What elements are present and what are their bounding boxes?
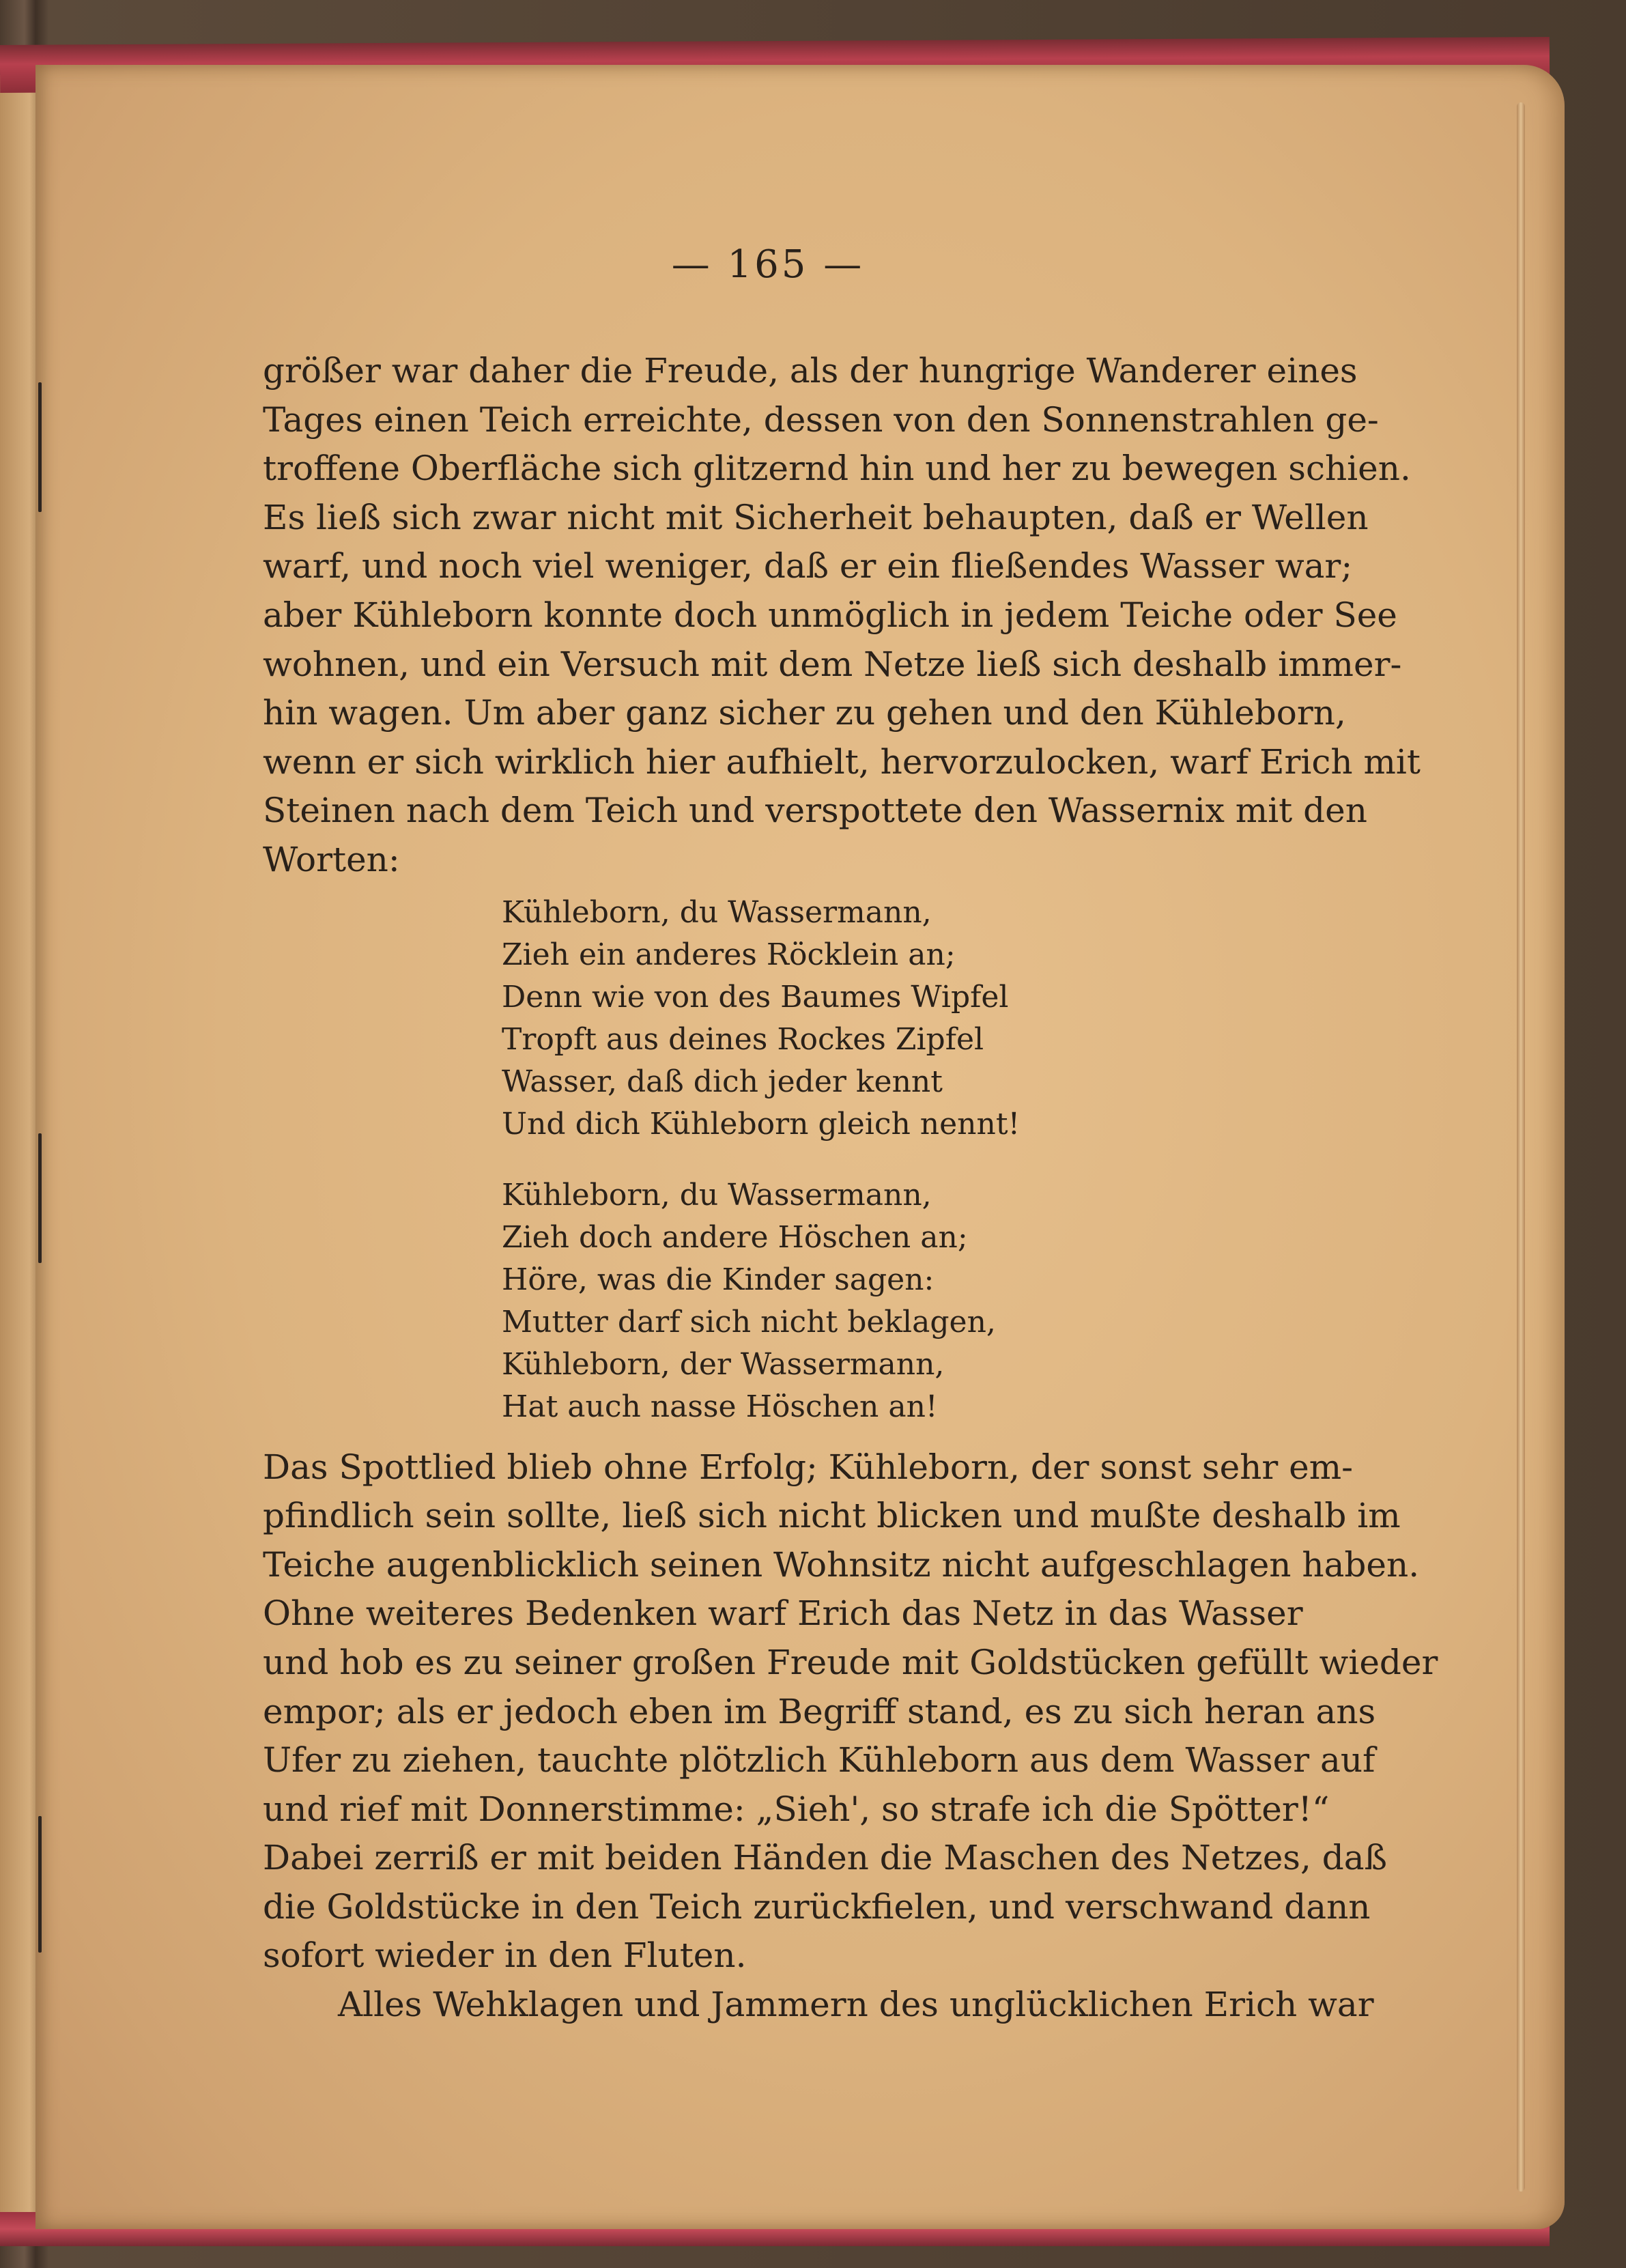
verse-line: Zieh doch andere Höschen an; — [502, 1219, 968, 1255]
text-line: Es ließ sich zwar nicht mit Sicherheit behaupten, daß er Wellen — [263, 497, 1369, 537]
binding-stitch — [38, 382, 42, 512]
text-line: Steinen nach dem Teich und verspottete den Wassernix mit den — [263, 791, 1367, 831]
poem — [502, 892, 1273, 1428]
poem-stanza-2 — [502, 1174, 1273, 1428]
text-line: Ohne weiteres Bedenken warf Erich das Netz in das Wasser — [263, 1593, 1303, 1634]
verse-line: Hat auch nasse Höschen an! — [502, 1389, 938, 1424]
verse-line: Höre, was die Kinder sagen: — [502, 1262, 935, 1297]
text-line: wenn er sich wirklich hier aufhielt, hervorzulocken, warf Erich mit — [263, 741, 1421, 782]
verse-line: Kühleborn, der Wassermann, — [502, 1346, 945, 1382]
paragraph-3 — [263, 1981, 1374, 2030]
text-line: aber Kühleborn konnte doch unmöglich in jedem Teiche oder See — [263, 595, 1397, 635]
verse-line: Zieh ein anderes Röcklein an; — [502, 937, 956, 972]
verse-line: Kühleborn, du Wassermann, — [502, 1177, 932, 1213]
page-content — [263, 242, 1438, 2030]
text-line: und hob es zu seiner großen Freude mit Goldstücken gefüllt wieder — [263, 1642, 1438, 1682]
text-line: sofort wieder in den Fluten. — [263, 1936, 747, 1976]
text-line: wohnen, und ein Versuch mit dem Netze ließ sich deshalb immer- — [263, 644, 1402, 684]
page-number: — 165 — — [671, 242, 865, 287]
text-line: warf, und noch viel weniger, daß er ein fließendes Wasser war; — [263, 546, 1353, 586]
text-line: Dabei zerriß er mit beiden Händen die Maschen des Netzes, daß — [263, 1838, 1387, 1878]
verse-line: Kühleborn, du Wassermann, — [502, 894, 932, 930]
paragraph-2 — [263, 1443, 1438, 1981]
poem-stanza-1 — [502, 892, 1273, 1146]
text-line: und rief mit Donnerstimme: „Sieh', so strafe ich die Spötter!“ — [263, 1789, 1330, 1829]
text-line: hin wagen. Um aber ganz sicher zu gehen und den Kühleborn, — [263, 693, 1346, 733]
text-line: größer war daher die Freude, als der hungrige Wanderer eines — [263, 351, 1358, 391]
text-line: pfindlich sein sollte, ließ sich nicht blicken und mußte deshalb im — [263, 1496, 1401, 1536]
text-line: Worten: — [263, 839, 400, 879]
text-line: die Goldstücke in den Teich zurückfielen, und verschwand dann — [263, 1886, 1371, 1927]
text-line: Teiche augenblicklich seinen Wohnsitz nicht aufgeschlagen haben. — [263, 1544, 1420, 1585]
verse-line: Denn wie von des Baumes Wipfel — [502, 979, 1009, 1015]
paragraph-1 — [263, 347, 1421, 885]
text-line: troffene Oberfläche sich glitzernd hin und her zu bewegen schien. — [263, 449, 1411, 489]
binding-stitch — [38, 1133, 42, 1263]
binding-stitch — [38, 1816, 42, 1953]
page-stack-edge — [1517, 102, 1525, 2192]
text-line: Das Spottlied blieb ohne Erfolg; Kühleborn, der sonst sehr em- — [263, 1447, 1354, 1487]
verse-line: Und dich Kühleborn gleich nennt! — [502, 1106, 1021, 1142]
text-line: Alles Wehklagen und Jammern des unglücklichen Erich war — [338, 1985, 1374, 2025]
text-line: empor; als er jedoch eben im Begriff stand, es zu sich heran ans — [263, 1691, 1376, 1731]
text-line: Tages einen Teich erreichte, dessen von den Sonnenstrahlen ge- — [263, 399, 1379, 440]
verse-line: Tropft aus deines Rockes Zipfel — [502, 1021, 984, 1057]
text-line: Ufer zu ziehen, tauchte plötzlich Kühleborn aus dem Wasser auf — [263, 1740, 1375, 1781]
verse-line: Mutter darf sich nicht beklagen, — [502, 1304, 996, 1339]
verse-line: Wasser, daß dich jeder kennt — [502, 1064, 943, 1099]
